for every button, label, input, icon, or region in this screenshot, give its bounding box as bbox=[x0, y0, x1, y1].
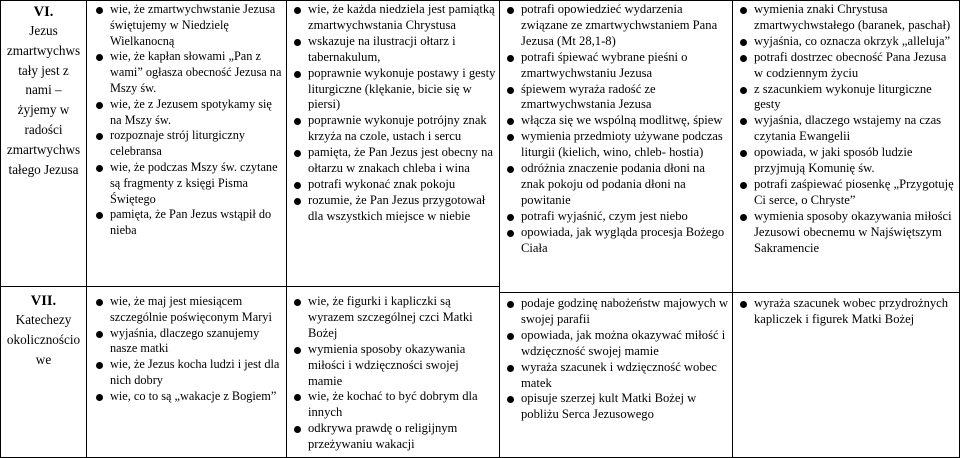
list-item: potrafi opowiedzieć wydarzenia związane ze zmartwychwstaniem Pana Jezusa (Mt 28,1-8) bbox=[503, 2, 729, 50]
requirements-cell-complete-vi bbox=[503, 2, 729, 290]
list-item: pamięta, że Pan Jezus jest obecny na ołtarzu w znakach chleba i wina bbox=[290, 145, 496, 177]
requirements-cell-excellent-vi bbox=[736, 2, 956, 290]
list-item: wie, że każda niedziela jest pamiątką zmartwychwstania Chrystusa bbox=[290, 2, 496, 34]
list-item: potrafi wyjaśnić, czym jest niebo bbox=[503, 209, 729, 225]
requirements-list bbox=[503, 296, 729, 423]
section-vii-cell bbox=[1, 292, 86, 456]
section-title-line: we bbox=[35, 351, 52, 367]
list-item: wymienia przedmioty używane podczas liturgii (kielich, wino, chleb- hostia) bbox=[503, 129, 729, 161]
section-title-line: nami – bbox=[25, 82, 62, 98]
requirements-list bbox=[290, 294, 496, 453]
column-divider bbox=[286, 0, 287, 458]
list-item: potrafi zaśpiewać piosenkę „Przygotuję Ci serce, o Chryste” bbox=[736, 177, 956, 209]
list-item: wie, że z Jezusem spotykamy się na Mszy św. bbox=[92, 97, 282, 129]
list-item: wymienia sposoby okazywania miłości i wdzięczności swojej mamie bbox=[290, 342, 496, 390]
section-number: VI. bbox=[33, 4, 54, 20]
requirements-cell-basic-vii bbox=[92, 294, 282, 456]
section-title-line: tały jest z bbox=[18, 62, 69, 78]
list-item: wie, co to są „wakacje z Bogiem” bbox=[92, 389, 282, 405]
column-divider bbox=[732, 0, 733, 458]
list-item: odróżnia znaczenie podania dłoni na znak pokoju od podania dłoni na powitanie bbox=[503, 161, 729, 209]
list-item: śpiewem wyraża radość ze zmartwychwstania Jezusa bbox=[503, 82, 729, 114]
list-item: z szacunkiem wykonuje liturgiczne gesty bbox=[736, 82, 956, 114]
list-item: wie, że figurki i kapliczki są wyrazem szczególnej czci Matki Bożej bbox=[290, 294, 496, 342]
requirements-list bbox=[290, 2, 496, 225]
list-item: wyraża szacunek wobec przydrożnych kapliczek i figurek Matki Bożej bbox=[736, 296, 956, 328]
list-item: wyjaśnia, dlaczego szanujemy nasze matki bbox=[92, 326, 282, 358]
row-divider bbox=[499, 292, 960, 293]
requirements-list bbox=[92, 2, 282, 239]
list-item: opowiada, jak wygląda procesja Bożego Ciała bbox=[503, 225, 729, 257]
section-title-line: zmartwychws bbox=[6, 141, 81, 157]
list-item: odkrywa prawdę o religijnym przeżywaniu wakacji bbox=[290, 421, 496, 453]
section-title-line: zmartwychws bbox=[6, 42, 81, 58]
section-title-line: radości bbox=[24, 121, 63, 137]
list-item: potrafi dostrzec obecność Pana Jezusa w codziennym życiu bbox=[736, 50, 956, 82]
list-item: pamięta, że Pan Jezus wstąpił do nieba bbox=[92, 207, 282, 239]
list-item: opowiada, w jaki sposób ludzie przyjmują Komunię św. bbox=[736, 145, 956, 177]
section-title-line: tałego Jezusa bbox=[8, 161, 79, 177]
list-item: wie, że maj jest miesiącem szczególnie poświęconym Maryi bbox=[92, 294, 282, 326]
list-item: poprawnie wykonuje postawy i gesty liturgiczne (klękanie, bicie się w piersi) bbox=[290, 66, 496, 114]
list-item: wymienia znaki Chrystusa zmartwychwstałego (baranek, paschał) bbox=[736, 2, 956, 34]
list-item: potrafi śpiewać wybrane pieśni o zmartwychwstaniu Jezusa bbox=[503, 50, 729, 82]
section-title-line: Jezus bbox=[29, 23, 58, 38]
list-item: wie, że kapłan słowami „Pan z wami” ogłasza obecność Jezusa na Mszy św. bbox=[92, 49, 282, 96]
list-item: potrafi wykonać znak pokoju bbox=[290, 177, 496, 193]
list-item: wyjaśnia, co oznacza okrzyk „alleluja” bbox=[736, 34, 956, 50]
list-item: rozpoznaje strój liturgiczny celebransa bbox=[92, 128, 282, 160]
list-item: opowiada, jak można okazywać miłość i wdzięczność swojej mamie bbox=[503, 328, 729, 360]
section-title-line: żyjemy w bbox=[17, 102, 70, 118]
list-item: opisuje szerzej kult Matki Bożej w pobliżu Serca Jezusowego bbox=[503, 391, 729, 423]
requirements-list bbox=[736, 296, 956, 328]
row-divider bbox=[0, 286, 499, 287]
section-number: VII. bbox=[30, 293, 57, 309]
list-item: wie, że kochać to być dobrym dla innych bbox=[290, 389, 496, 421]
list-item: rozumie, że Pan Jezus przygotował dla wszystkich miejsce w niebie bbox=[290, 193, 496, 225]
requirements-cell-basic-vi bbox=[92, 2, 282, 284]
table-border-top bbox=[0, 0, 960, 1]
list-item: poprawnie wykonuje potrójny znak krzyża na czole, ustach i sercu bbox=[290, 113, 496, 145]
list-item: podaje godzinę nabożeństw majowych w swojej parafii bbox=[503, 296, 729, 328]
column-divider bbox=[86, 0, 87, 458]
requirements-list bbox=[736, 2, 956, 257]
list-item: wskazuje na ilustracji ołtarz i tabernakulum, bbox=[290, 34, 496, 66]
requirements-cell-excellent-vii bbox=[736, 296, 956, 456]
section-title-line: okolicznościo bbox=[6, 331, 81, 347]
requirements-list bbox=[92, 294, 282, 405]
list-item: wyraża szacunek i wdzięczność wobec matek bbox=[503, 360, 729, 392]
requirements-cell-extended-vi bbox=[290, 2, 496, 284]
section-vi-cell bbox=[1, 3, 86, 286]
list-item: wie, że podczas Mszy św. czytane są fragmenty z księgi Pisma Świętego bbox=[92, 160, 282, 207]
list-item: włącza się we wspólną modlitwę, śpiew bbox=[503, 113, 729, 129]
requirements-cell-extended-vii bbox=[290, 294, 496, 456]
list-item: wie, że Jezus kocha ludzi i jest dla nich dobry bbox=[92, 357, 282, 389]
requirements-list bbox=[503, 2, 729, 257]
requirements-cell-complete-vii bbox=[503, 296, 729, 456]
list-item: wyjaśnia, dlaczego wstajemy na czas czytania Ewangelii bbox=[736, 113, 956, 145]
section-title-line: Katechezy bbox=[15, 312, 72, 327]
list-item: wymienia sposoby okazywania miłości Jezusowi obecnemu w Najświętszym Sakramencie bbox=[736, 209, 956, 257]
column-divider bbox=[499, 0, 500, 458]
list-item: wie, że zmartwychwstanie Jezusa świętujemy w Niedzielę Wielkanocną bbox=[92, 2, 282, 49]
